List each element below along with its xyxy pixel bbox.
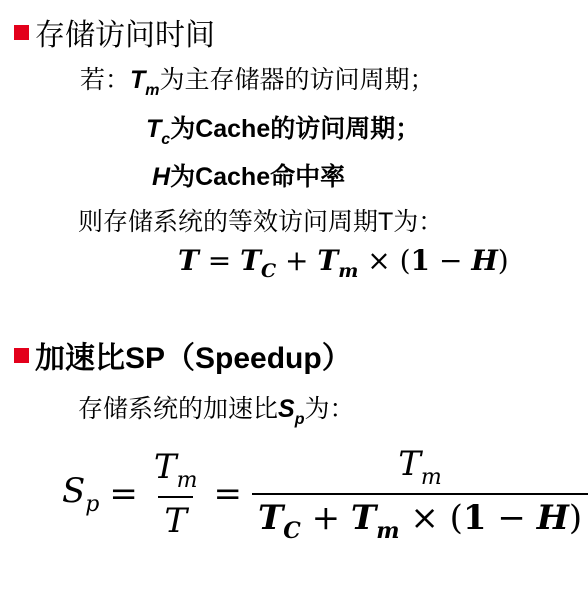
- definition-text: 为Cache的访问周期；: [170, 115, 421, 143]
- square-bullet-icon: [14, 25, 29, 40]
- fraction-tm-over-t: [148, 447, 204, 541]
- section-heading-speedup: [14, 333, 352, 377]
- number-one: 1: [462, 498, 487, 538]
- minus-sign: −: [497, 498, 526, 538]
- minus-sign: −: [438, 244, 463, 277]
- close-paren: ): [497, 244, 509, 277]
- equals-sign: =: [213, 474, 242, 514]
- variable-h: H: [152, 163, 171, 191]
- subscript-m: m: [376, 518, 400, 544]
- square-bullet-icon: [14, 348, 29, 363]
- subscript-c: C: [283, 518, 301, 544]
- speedup-intro: [78, 389, 355, 429]
- equivalent-period-intro: [78, 202, 443, 238]
- suffix-text: 为：: [304, 395, 355, 423]
- subscript-p: p: [85, 492, 100, 517]
- formula-lhs: T: [178, 244, 199, 277]
- subscript-c: c: [161, 131, 171, 148]
- formula-lhs: [62, 471, 99, 517]
- close-paren: ): [568, 498, 583, 538]
- equals-sign: =: [109, 474, 138, 514]
- intro-text: 则存储系统的等效访问周期T为：: [78, 208, 444, 236]
- definition-tm: [80, 60, 435, 100]
- subscript-m: m: [338, 260, 359, 282]
- intro-text: 存储系统的加速比: [78, 395, 279, 423]
- definition-tc: [146, 109, 420, 149]
- numerator-t: T: [153, 447, 177, 487]
- variable-s: S: [62, 471, 86, 511]
- term-tm: T: [350, 498, 377, 538]
- section-title: 加速比SP（Speedup）: [35, 342, 352, 375]
- numerator-t: T: [398, 444, 421, 484]
- plus-sign: +: [285, 244, 309, 277]
- subscript-m: m: [176, 468, 198, 493]
- open-paren: (: [399, 244, 411, 277]
- speedup-formula: [62, 444, 588, 544]
- definition-text: 为主存储器的访问周期；: [159, 66, 435, 94]
- term-tc: T: [257, 498, 284, 538]
- term-tm: T: [317, 244, 339, 277]
- subscript-m: m: [145, 82, 160, 99]
- term-tc: T: [240, 244, 261, 277]
- definition-text: 为Cache命中率: [170, 163, 346, 191]
- times-sign: ×: [367, 244, 391, 277]
- times-sign: ×: [410, 498, 439, 538]
- section-title: 存储访问时间: [35, 19, 215, 52]
- section-heading-access-time: [14, 10, 215, 54]
- subscript-p: p: [294, 411, 305, 428]
- fraction-expanded: [252, 444, 588, 544]
- subscript-c: C: [260, 260, 277, 282]
- prefix-text: 若：: [80, 66, 131, 94]
- plus-sign: +: [311, 498, 341, 538]
- subscript-m: m: [420, 465, 442, 490]
- number-one: 1: [410, 244, 431, 277]
- equivalent-period-formula: [178, 244, 509, 282]
- variable-t: T: [146, 115, 162, 143]
- open-paren: (: [449, 498, 463, 538]
- term-h: H: [536, 498, 569, 538]
- variable-s: S: [278, 395, 295, 423]
- variable-t: T: [130, 66, 146, 94]
- equals-sign: =: [207, 244, 232, 277]
- term-h: H: [471, 244, 498, 277]
- definition-h: [152, 157, 345, 193]
- denominator-t: T: [164, 501, 188, 541]
